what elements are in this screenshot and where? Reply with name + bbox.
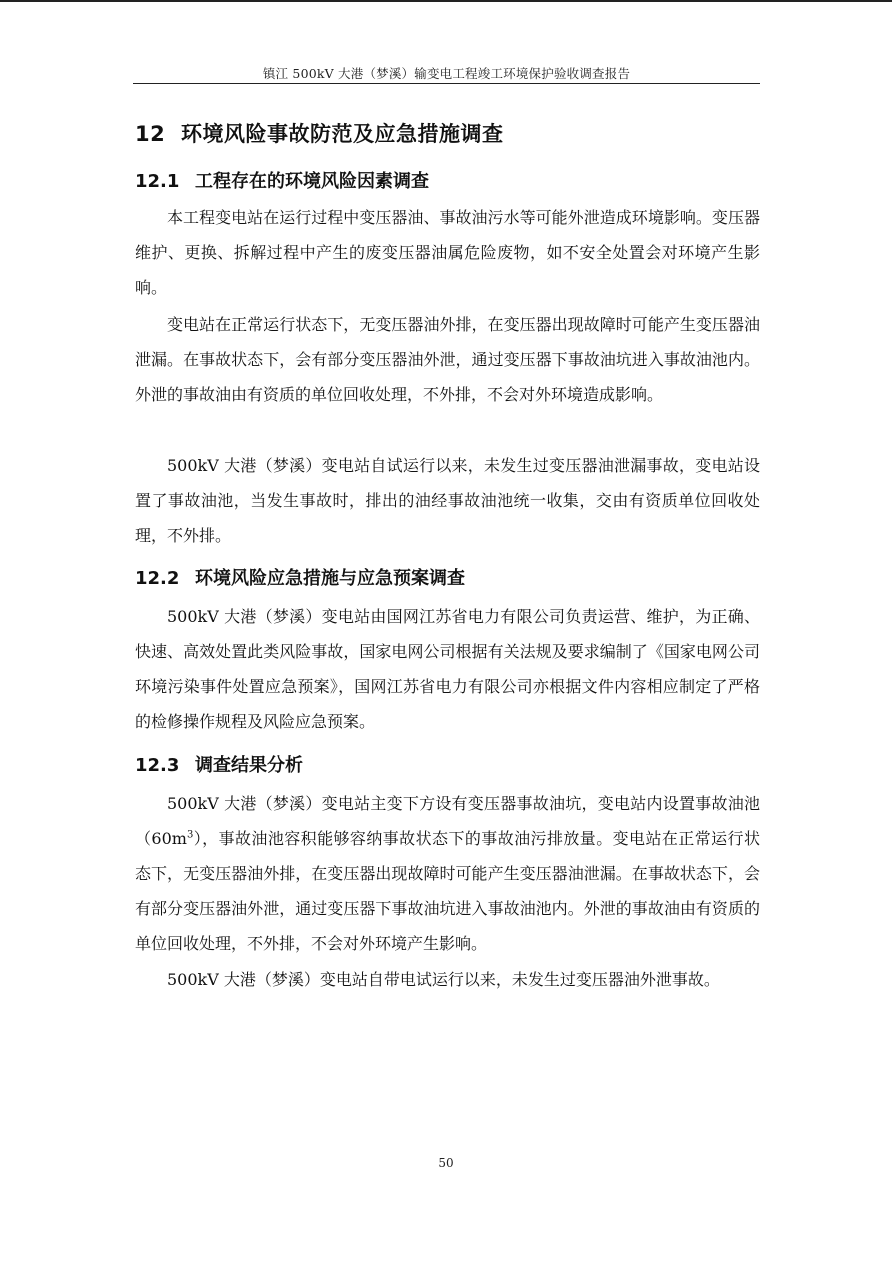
section-heading [135, 118, 504, 148]
subsection-title: 环境风险应急措施与应急预案调查 [195, 568, 465, 589]
subsection-number: 12.3 [135, 755, 180, 776]
running-header: 镇江 500kV 大港（梦溪）输变电工程竣工环境保护验收调查报告 [262, 66, 631, 81]
header-rule [133, 83, 760, 84]
subsection-heading-12-2 [135, 564, 465, 590]
paragraph-12-2-1: 500kV 大港（梦溪）变电站由国网江苏省电力有限公司负责运营、维护，为正确、快速、高效处置此类风险事故，国家电网公司根据有关法规及要求编制了《国家电网公司环境污染事件处置应急预案》，国网江苏省电力有限公司亦根据文件内容相应制定了严格的检修操作规程及风险应急预案。 [135, 607, 760, 731]
paragraph-12-3-1 [135, 786, 760, 961]
subsection-number: 12.2 [135, 568, 180, 589]
subsection-title: 工程存在的环境风险因素调查 [195, 171, 429, 192]
subsection-heading-12-3 [135, 751, 303, 777]
paragraph-12-1-1: 本工程变电站在运行过程中变压器油、事故油污水等可能外泄造成环境影响。变压器维护、更换、拆解过程中产生的废变压器油属危险废物，如不安全处置会对环境产生影响。 [135, 208, 760, 297]
subsection-number: 12.1 [135, 171, 180, 192]
section-number: 12 [135, 122, 166, 146]
superscript-exponent: 3 [186, 829, 194, 841]
paragraph-12-3-2: 500kV 大港（梦溪）变电站自带电试运行以来，未发生过变压器油外泄事故。 [167, 970, 720, 989]
subsection-heading-12-1 [135, 167, 429, 193]
paragraph-text: 500kV 大港（梦溪）变电站主变下方设有变压器事故油坑，变电站内设置事故油池（60m [135, 794, 760, 848]
page-top-border [0, 0, 892, 2]
paragraph-12-1-3: 500kV 大港（梦溪）变电站自试运行以来，未发生过变压器油泄漏事故，变电站设置了事故油池，当发生事故时，排出的油经事故油池统一收集，交由有资质单位回收处理，不外排。 [135, 456, 760, 545]
paragraph-text: ），事故油池容积能够容纳事故状态下的事故油污排放量。变电站在正常运行状态下，无变压器油外排，在变压器出现故障时可能产生变压器油泄漏。在事故状态下，会有部分变压器油外泄，通过变压器下事故油坑进入事故油池内。外泄的事故油由有资质的单位回收处理，不外排，不会对外环境产生影响。 [135, 829, 760, 953]
paragraph-12-1-2: 变电站在正常运行状态下，无变压器油外排，在变压器出现故障时可能产生变压器油泄漏。在事故状态下，会有部分变压器油外泄，通过变压器下事故油坑进入事故油池内。外泄的事故油由有资质的单位回收处理，不外排，不会对外环境造成影响。 [135, 315, 760, 404]
page-number: 50 [438, 1156, 454, 1170]
section-title: 环境风险事故防范及应急措施调查 [181, 122, 504, 146]
subsection-title: 调查结果分析 [195, 755, 303, 776]
